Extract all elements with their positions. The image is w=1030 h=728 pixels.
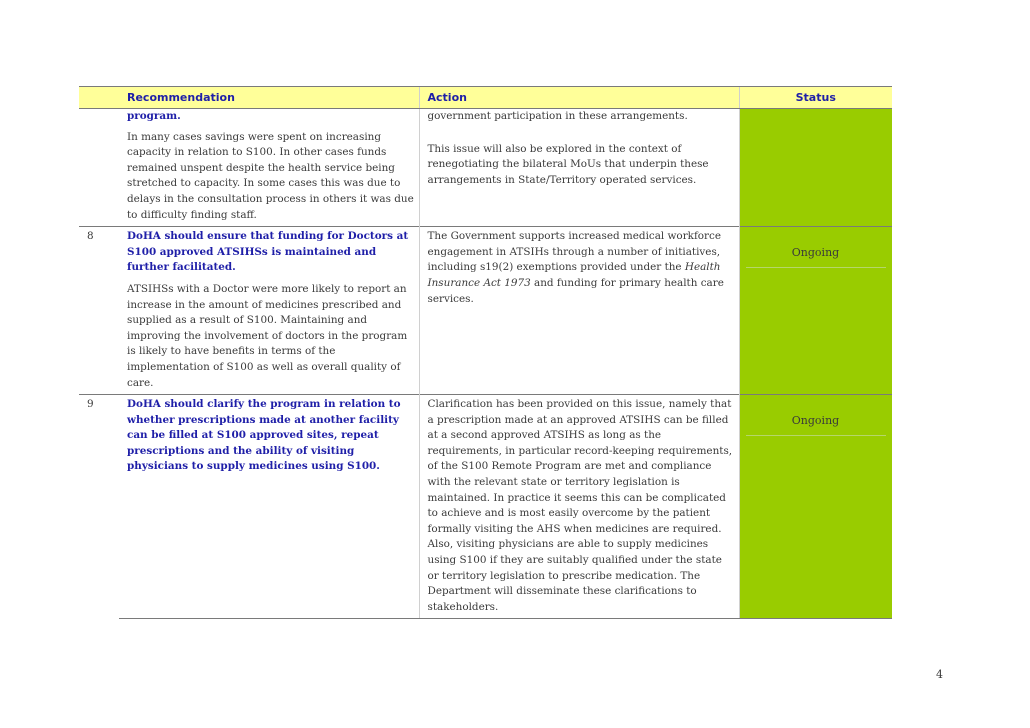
table-row [79, 227, 892, 395]
recommendation-title: program. [127, 110, 181, 122]
page-number: 4 [936, 668, 943, 681]
header-action: Action [419, 87, 739, 109]
status-cell [739, 395, 892, 619]
row-number: 8 [79, 227, 119, 395]
action-text-part: and funding for primary health care services. [427, 276, 724, 305]
table-row [79, 395, 892, 619]
recommendation-body: In many cases savings were spent on increasing capacity in relation to S100. In other cases funds remained unspent despite the health service being stretched to capacity. In some cases this was due to delays in the consultation process in others it was due to difficulty finding staff. [127, 130, 414, 221]
action-cell [419, 395, 739, 619]
row-number: 9 [79, 395, 119, 619]
status-cell [739, 227, 892, 395]
recommendation-title: DoHA should ensure that funding for Doctors at S100 approved ATSIHSs is maintained and further facilitated. [127, 230, 409, 274]
recommendation-cell [119, 227, 419, 395]
action-text-part: The Government supports increased medical workforce engagement in ATSIHs through a number of initiatives, including s19(2) exemptions provided under the [427, 230, 721, 274]
action-text [428, 229, 735, 307]
recommendation-cell [119, 109, 419, 227]
table-row [79, 109, 892, 227]
recommendation-body: ATSIHSs with a Doctor were more likely to report an increase in the amount of medicines prescribed and supplied as a result of S100. Maintaining and improving the involvement of doctors in the program is likely to have benefits in terms of the implementation of S100 as well as overall quality of care. [127, 282, 408, 389]
status-cell [739, 109, 892, 227]
recommendations-table [79, 86, 892, 619]
table-header-row [79, 87, 892, 109]
action-cell [419, 109, 739, 227]
status-text: Ongoing [746, 245, 886, 268]
recommendation-title: DoHA should clarify the program in relation to whether prescriptions made at another facility can be filled at S100 approved sites, repeat prescriptions and the ability of visiting physicians to supply medicines using S100. [127, 398, 401, 473]
header-number [79, 87, 119, 109]
header-status: Status [739, 87, 892, 109]
action-cell [419, 227, 739, 395]
action-text: Clarification has been provided on this issue, namely that a prescription made at an approved ATSIHS can be filled at a second approved ATSIHS as long as the requirements, in particular record-keeping requirements, of the S100 Remote Program are met and compliance with the relevant state or territory legislation is maintained. In practice it seems this can be complicated to achieve and is most easily overcome by the patient formally visiting the AHS when medicines are required. Also, visiting physicians are able to supply medicines using S100 if they are suitably qualified under the state or territory legislation to prescribe medication. The Department will disseminate these clarifications to stakeholders. [427, 398, 733, 613]
header-recommendation: Recommendation [119, 87, 419, 109]
action-text: government participation in these arrangements. [427, 110, 688, 122]
recommendation-cell [119, 395, 419, 619]
action-text: This issue will also be explored in the context of renegotiating the bilateral MoUs that underpin these arrangements in State/Territory operated services. [427, 142, 709, 186]
act-title-italic: Health Insurance Act 1973 [427, 261, 721, 289]
status-text: Ongoing [746, 413, 886, 436]
row-number [79, 109, 119, 227]
